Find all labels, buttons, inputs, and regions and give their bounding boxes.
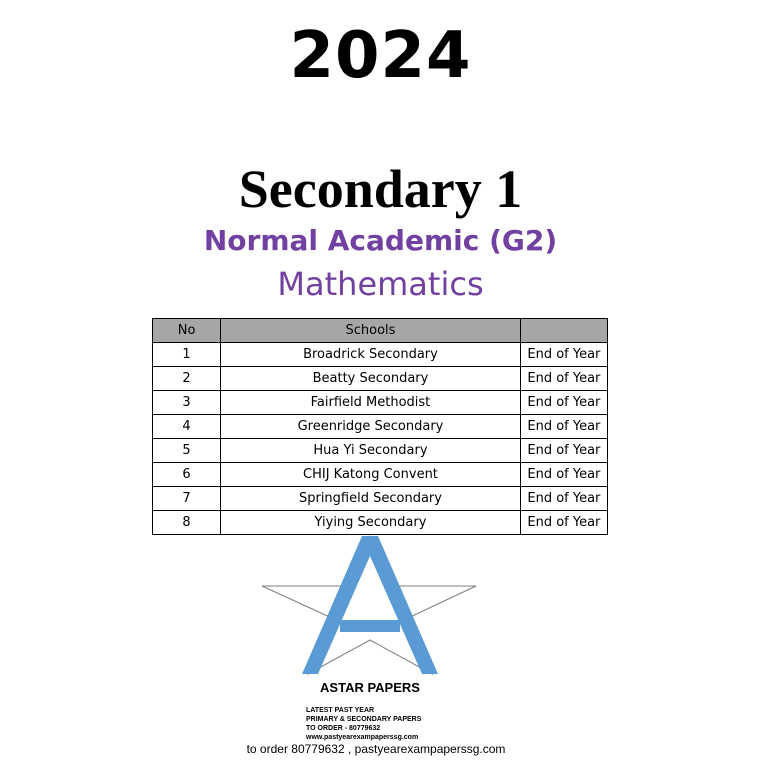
table-row xyxy=(153,511,608,535)
header-schools: Schools xyxy=(221,319,521,343)
row-school: Fairfield Methodist xyxy=(221,391,521,415)
row-no: 2 xyxy=(153,367,221,391)
row-term: End of Year xyxy=(520,463,607,487)
row-school: Springfield Secondary xyxy=(221,487,521,511)
letter-a-crossbar-icon xyxy=(340,620,400,632)
letter-a-icon xyxy=(302,536,438,674)
table-header-row xyxy=(153,319,608,343)
row-school: Greenridge Secondary xyxy=(221,415,521,439)
row-school: Beatty Secondary xyxy=(221,367,521,391)
header-term xyxy=(520,319,607,343)
year-heading: 2024 xyxy=(289,19,472,93)
header-no: No xyxy=(153,319,221,343)
row-term: End of Year xyxy=(520,439,607,463)
row-no: 3 xyxy=(153,391,221,415)
table-row xyxy=(153,463,608,487)
schools-table xyxy=(152,318,608,535)
row-no: 6 xyxy=(153,463,221,487)
row-school: Broadrick Secondary xyxy=(221,343,521,367)
row-no: 5 xyxy=(153,439,221,463)
table-row xyxy=(153,439,608,463)
brand-info-line: www.pastyearexampaperssg.com xyxy=(306,734,419,741)
table-row xyxy=(153,391,608,415)
row-term: End of Year xyxy=(520,391,607,415)
row-no: 4 xyxy=(153,415,221,439)
row-term: End of Year xyxy=(520,343,607,367)
brand-info-line: LATEST PAST YEAR xyxy=(306,707,375,714)
footer-text: to order 80779632 , pastyearexampaperssg.com xyxy=(246,742,506,756)
table-row xyxy=(153,367,608,391)
subject-heading: Mathematics xyxy=(277,265,484,303)
row-school: Yiying Secondary xyxy=(221,511,521,535)
row-no: 8 xyxy=(153,511,221,535)
row-term: End of Year xyxy=(520,415,607,439)
row-term: End of Year xyxy=(520,487,607,511)
table-row xyxy=(153,487,608,511)
stream-heading: Normal Academic (G2) xyxy=(203,224,558,257)
brand-info-line: TO ORDER - 80779632 xyxy=(306,725,381,732)
row-school: CHIJ Katong Convent xyxy=(221,463,521,487)
level-heading: Secondary 1 xyxy=(238,159,523,219)
brand-info xyxy=(306,706,421,742)
row-no: 1 xyxy=(153,343,221,367)
row-no: 7 xyxy=(153,487,221,511)
astar-logo-icon xyxy=(258,534,478,676)
brand-name: ASTAR PAPERS xyxy=(320,680,420,695)
table-row xyxy=(153,415,608,439)
brand-info-line: PRIMARY & SECONDARY PAPERS xyxy=(306,716,422,723)
row-school: Hua Yi Secondary xyxy=(221,439,521,463)
row-term: End of Year xyxy=(520,511,607,535)
row-term: End of Year xyxy=(520,367,607,391)
table-row xyxy=(153,343,608,367)
